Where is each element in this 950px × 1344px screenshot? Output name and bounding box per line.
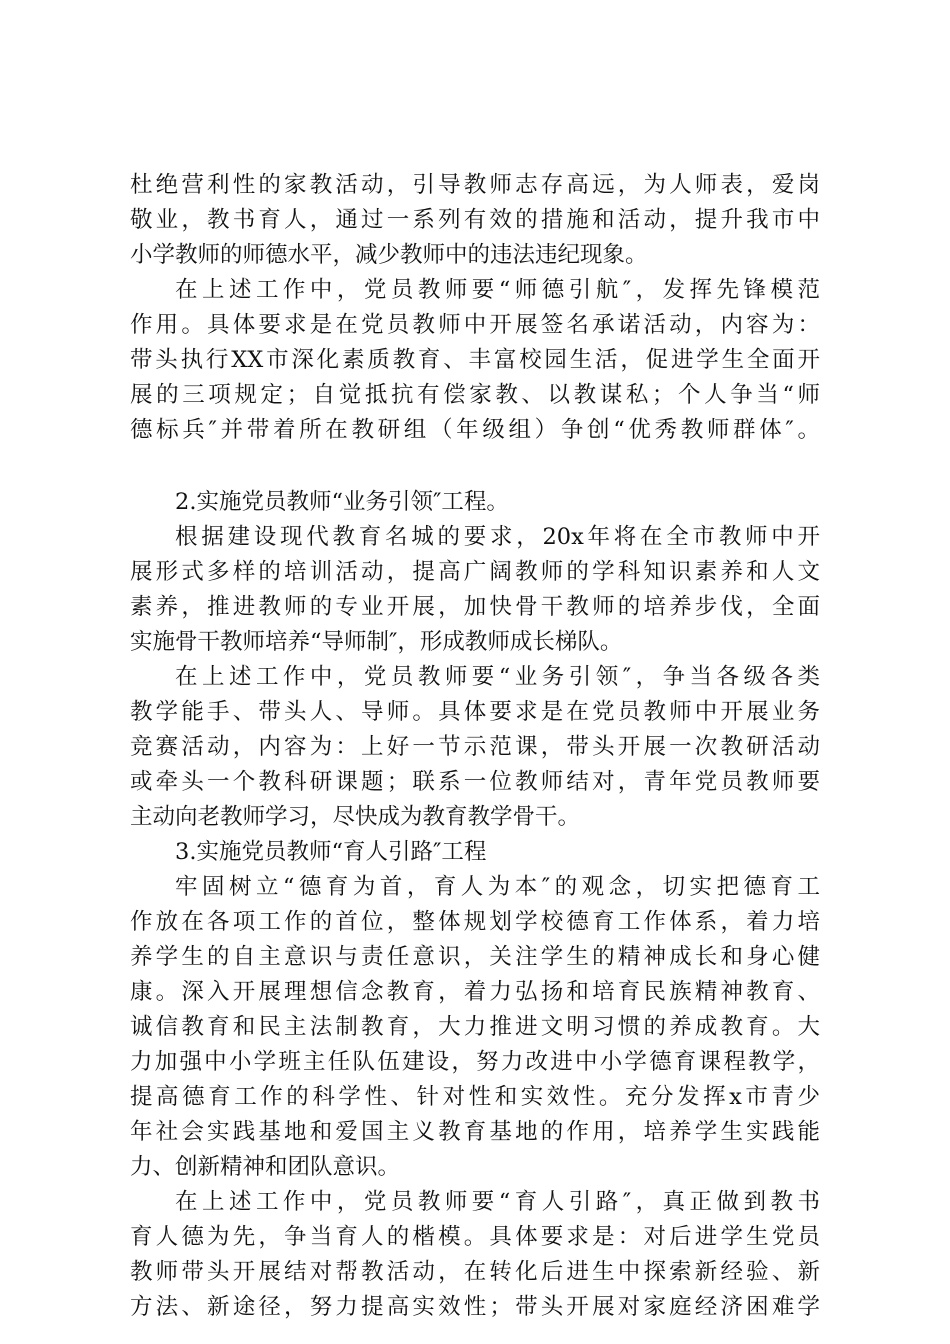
text-line: 诚信教育和民主法制教育，大力推进文明习惯的养成教育。大	[130, 1014, 820, 1040]
text-line: 力、创新精神和团队意识。	[130, 1154, 401, 1180]
text-line: 力加强中小学班主任队伍建设，努力改进中小学德育课程教学，	[130, 1049, 820, 1075]
paragraph-p6	[130, 1185, 820, 1325]
text-line: 年社会实践基地和爱国主义教育基地的作用，培养学生实践能	[130, 1119, 820, 1145]
text-line: 实施骨干教师培养“导师制″，形成教师成长梯队。	[130, 629, 623, 655]
text-line: 带头执行XX市深化素质教育、丰富校园生活，促进学生全面开	[130, 347, 820, 373]
text-line: 牢固树立“德育为首，育人为本″的观念，切实把德育工	[175, 874, 820, 900]
paragraph-p4	[130, 660, 820, 835]
text-line: 育人德为先，争当育人的楷模。具体要求是：对后进学生党员	[130, 1224, 820, 1250]
text-line: 展的三项规定；自觉抵抗有偿家教、以教谋私；个人争当“师	[130, 382, 820, 408]
text-line: 作放在各项工作的首位，整体规划学校德育工作体系，着力培	[130, 909, 820, 935]
text-line: 德标兵″并带着所在教研组（年级组）争创“优秀教师群体″。	[130, 417, 820, 443]
paragraph-gap	[130, 448, 820, 485]
section-heading: 3.实施党员教师“育人引路″工程	[175, 839, 487, 865]
text-line: 在上述工作中，党员教师要“业务引领″，争当各级各类	[175, 664, 820, 690]
text-line: 教学能手、带头人、导师。具体要求是在党员教师中开展业务	[130, 699, 820, 725]
paragraph-p5	[130, 870, 820, 1185]
text-line: 素养，推进教师的专业开展，加快骨干教师的培养步伐，全面	[130, 594, 820, 620]
text-line: 作用。具体要求是在党员教师中开展签名承诺活动，内容为：	[130, 312, 820, 338]
text-line: 展形式多样的培训活动，提高广阔教师的学科知识素养和人文	[130, 559, 820, 585]
text-line: 主动向老教师学习，尽快成为教育教学骨干。	[130, 804, 581, 830]
text-line: 康。深入开展理想信念教育，着力弘扬和培育民族精神教育、	[130, 979, 820, 1005]
text-line: 杜绝营利性的家教活动，引导教师志存高远，为人师表，爱岗	[130, 172, 820, 198]
paragraph-p1	[130, 168, 820, 273]
paragraph-p3	[130, 520, 820, 660]
text-line: 敬业，教书育人，通过一系列有效的措施和活动，提升我市中	[130, 207, 820, 233]
text-line: 根据建设现代教育名城的要求，20x年将在全市教师中开	[175, 524, 820, 550]
text-line: 养学生的自主意识与责任意识，关注学生的精神成长和身心健	[130, 944, 820, 970]
text-line: 在上述工作中，党员教师要“师德引航″，发挥先锋模范	[175, 277, 820, 303]
section-heading-2	[130, 485, 820, 520]
text-line: 竞赛活动，内容为：上好一节示范课，带头开展一次教研活动	[130, 734, 820, 760]
text-line: 在上述工作中，党员教师要“育人引路″，真正做到教书	[175, 1189, 820, 1215]
paragraph-p2	[130, 273, 820, 448]
text-line: 提高德育工作的科学性、针对性和实效性。充分发挥x市青少	[130, 1084, 820, 1110]
text-line: 或牵头一个教科研课题；联系一位教师结对，青年党员教师要	[130, 769, 820, 795]
text-line: 教师带头开展结对帮教活动，在转化后进生中探索新经验、新	[130, 1259, 820, 1285]
text-line: 小学教师的师德水平，减少教师中的违法违纪现象。	[130, 242, 648, 268]
text-line: 方法、新途径，努力提高实效性；带头开展对家庭经济困难学	[130, 1294, 820, 1320]
section-heading: 2.实施党员教师“业务引领″工程。	[175, 489, 509, 515]
document-page	[130, 168, 820, 1325]
section-heading-3	[130, 835, 820, 870]
